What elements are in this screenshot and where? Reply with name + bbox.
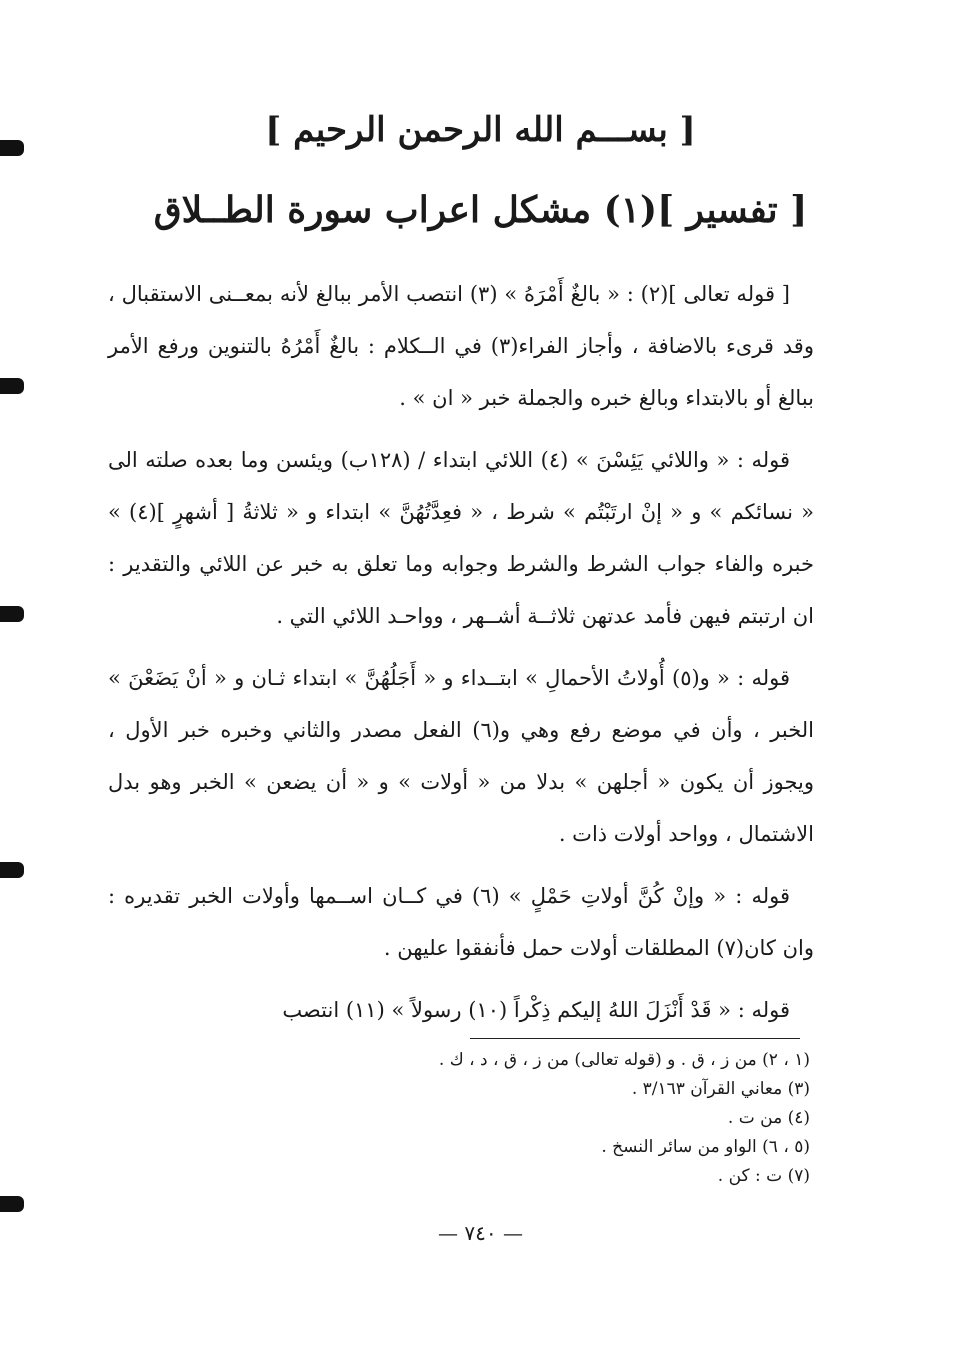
paragraph: قوله : « وإنْ كُنَّ أولاتِ حَمْلٍ » (٦) في كــان اســمها وأولات الخبر تقديره : وان كان(٧) المطلقات أولات حمل فأنفقوا عليهن . — [108, 884, 814, 960]
page-number: — ٧٤٠ — — [438, 1221, 523, 1245]
footnote: (٧) ت : كن . — [717, 1166, 810, 1186]
binding-mark — [0, 862, 24, 878]
footnote: (٤) من ت . — [727, 1108, 810, 1128]
basmala: [ بســـم الله الرحمن الرحيم ] — [265, 110, 696, 150]
paragraph: [ قوله تعالى ](٢) : « بالغٌ أَمْرَهُ » (٣) انتصب الأمر ببالغ لأنه بمعــنى الاستقبال ، وقد قرىء بالاضافة ، وأجاز الفراء(٣) في الــكلام : بالغٌ أَمْرُهُ بالتنوين ورفع الأمر ببالغ أو بالابتداء وبالغ خبره والجملة خبر « ان » . — [108, 282, 814, 410]
paragraph: قوله : « و(٥) أُولاتُ الأحمالِ » ابتــداء و « أَجَلُهُنَّ » ابتداء ثـان و « أنْ يَضَعْنَ » الخبر ، وأن في موضع رفع وهي و(٦) الفعل مصدر والثاني وخبره خبر الأول ، ويجوز أن يكون « أجلهن » بدلا من « أولات » و « أن يضعن » الخبر وهو بدل الاشتمال ، وواحد أولات ذات . — [108, 666, 814, 846]
binding-mark — [0, 1196, 24, 1212]
footnote: (٥ ، ٦) الواو من سائر النسخ . — [601, 1137, 810, 1157]
binding-mark — [0, 606, 24, 622]
footnote-divider — [470, 1038, 800, 1039]
footnote: (٣) معاني القرآن ٣/١٦٣ . — [631, 1079, 810, 1099]
paragraph: قوله : « واللائي يَئِسْنَ » (٤) اللائي ابتداء / (١٢٨ب) ويئسن وما بعده صلته الى « نسائكم » و « إنْ ارتَبْتُم » شرط ، « فعِدَّتُهُنَّ » ابتداء و « ثلاثةُ [ أشهرٍ ](٤) » خبره والفاء جواب الشرط والشرط وجوابه وما تعلق به خبر عن اللائي والتقدير : ان ارتبتم فيهن فأمد عدتهن ثلاثــة أشــهر ، وواحـد اللائي التي . — [108, 448, 814, 628]
paragraph: قوله : « قَدْ أَنْزَلَ اللهُ إليكم ذِكْراً (١٠) رسولاً » (١١) انتصب — [282, 998, 790, 1022]
binding-mark — [0, 378, 24, 394]
footnote: (١ ، ٢) من ز ، ق . و (قوله تعالى) من ز ، ق ، د ، ك . — [438, 1050, 810, 1070]
chapter-heading: [ تفسير ](١) مشكل اعراب سورة الطــلاق — [153, 189, 808, 231]
footnotes — [180, 1046, 810, 1191]
main-text — [108, 268, 814, 1046]
